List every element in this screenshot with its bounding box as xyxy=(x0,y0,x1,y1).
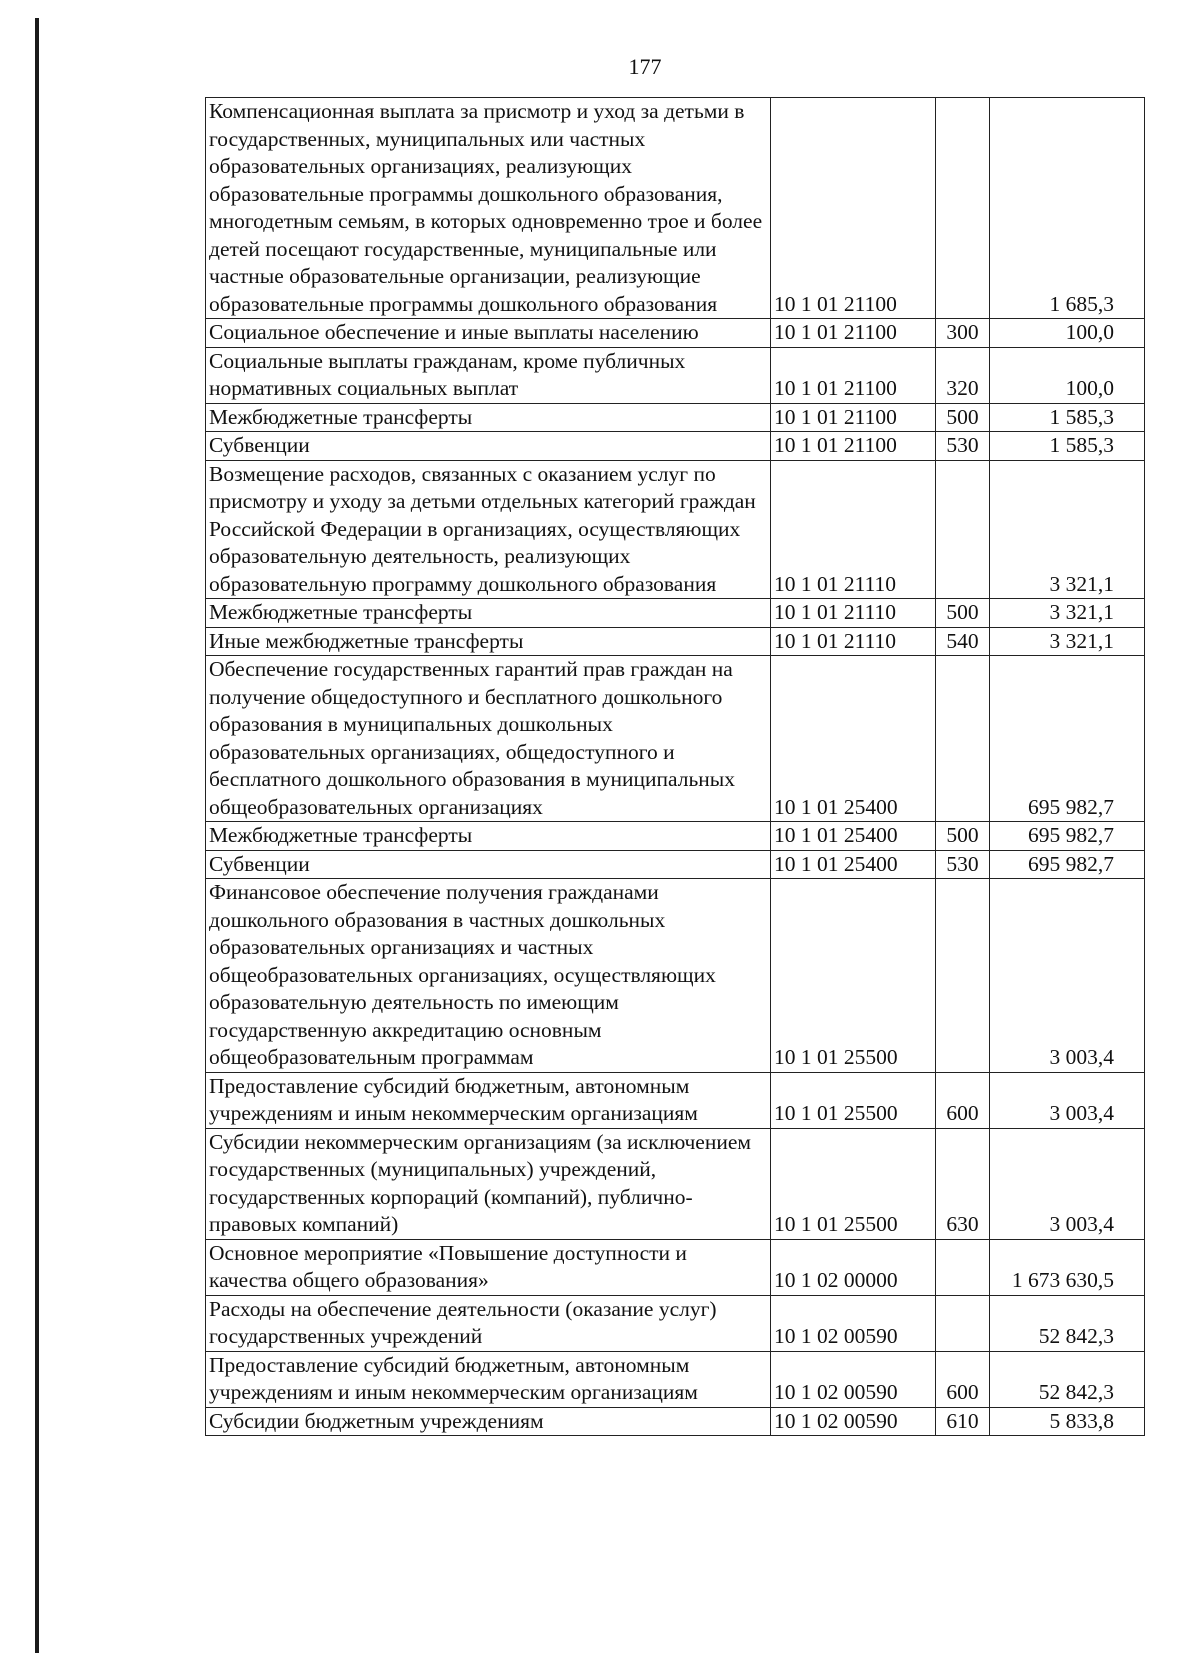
row-name: Межбюджетные трансферты xyxy=(206,403,771,432)
row-name: Субсидии некоммерческим организациям (за исключением государственных (муниципальных) учреждений, государственных корпораций (компаний), публично-правовых компаний) xyxy=(206,1128,771,1239)
row-expense-type: 500 xyxy=(936,599,990,628)
row-target-code: 10 1 01 25500 xyxy=(771,879,936,1073)
row-amount: 3 321,1 xyxy=(990,627,1145,656)
table-row xyxy=(206,599,1145,628)
row-target-code: 10 1 01 25500 xyxy=(771,1128,936,1239)
row-expense-type: 320 xyxy=(936,347,990,403)
row-target-code: 10 1 01 21100 xyxy=(771,432,936,461)
row-amount: 100,0 xyxy=(990,347,1145,403)
row-amount: 695 982,7 xyxy=(990,656,1145,822)
row-amount: 1 585,3 xyxy=(990,432,1145,461)
table-row xyxy=(206,627,1145,656)
row-target-code: 10 1 01 21100 xyxy=(771,319,936,348)
row-expense-type: 300 xyxy=(936,319,990,348)
row-amount: 3 003,4 xyxy=(990,1072,1145,1128)
row-name: Предоставление субсидий бюджетным, автономным учреждениям и иным некоммерческим организациям xyxy=(206,1351,771,1407)
row-amount: 3 003,4 xyxy=(990,1128,1145,1239)
row-target-code: 10 1 02 00590 xyxy=(771,1351,936,1407)
table-row xyxy=(206,822,1145,851)
row-amount: 1 585,3 xyxy=(990,403,1145,432)
row-target-code: 10 1 01 21110 xyxy=(771,627,936,656)
table-row xyxy=(206,347,1145,403)
row-name: Социальные выплаты гражданам, кроме публичных нормативных социальных выплат xyxy=(206,347,771,403)
row-amount: 5 833,8 xyxy=(990,1407,1145,1436)
row-target-code: 10 1 01 21100 xyxy=(771,403,936,432)
row-target-code: 10 1 01 25400 xyxy=(771,850,936,879)
row-target-code: 10 1 01 25500 xyxy=(771,1072,936,1128)
row-target-code: 10 1 01 21100 xyxy=(771,347,936,403)
table-row xyxy=(206,460,1145,599)
row-name: Компенсационная выплата за присмотр и уход за детьми в государственных, муниципальных или частных образовательных организациях, реализующих образовательные программы дошкольного образования, многодетным семьям, в которых одновременно трое и более детей посещают государственные, муниципальные или частные образовательные организации, реализующие образовательные программы дошкольного образования xyxy=(206,98,771,319)
row-expense-type: 600 xyxy=(936,1072,990,1128)
row-amount: 1 685,3 xyxy=(990,98,1145,319)
row-amount: 3 003,4 xyxy=(990,879,1145,1073)
table-row xyxy=(206,432,1145,461)
row-name: Межбюджетные трансферты xyxy=(206,822,771,851)
row-expense-type xyxy=(936,1295,990,1351)
row-name: Основное мероприятие «Повышение доступности и качества общего образования» xyxy=(206,1239,771,1295)
row-target-code: 10 1 01 25400 xyxy=(771,656,936,822)
row-target-code: 10 1 02 00590 xyxy=(771,1407,936,1436)
table-row xyxy=(206,1295,1145,1351)
row-expense-type: 530 xyxy=(936,850,990,879)
row-target-code: 10 1 01 25400 xyxy=(771,822,936,851)
row-expense-type: 540 xyxy=(936,627,990,656)
row-expense-type xyxy=(936,656,990,822)
row-name: Субсидии бюджетным учреждениям xyxy=(206,1407,771,1436)
budget-table xyxy=(205,97,1145,1436)
table-row xyxy=(206,98,1145,319)
row-target-code: 10 1 01 21110 xyxy=(771,599,936,628)
row-expense-type xyxy=(936,1239,990,1295)
table-row xyxy=(206,1072,1145,1128)
row-amount: 100,0 xyxy=(990,319,1145,348)
row-name: Обеспечение государственных гарантий прав граждан на получение общедоступного и бесплатного дошкольного образования в муниципальных дошкольных образовательных организациях, общедоступного и бесплатного дошкольного образования в муниципальных общеобразовательных организациях xyxy=(206,656,771,822)
row-name: Социальное обеспечение и иные выплаты населению xyxy=(206,319,771,348)
row-target-code: 10 1 01 21100 xyxy=(771,98,936,319)
row-expense-type xyxy=(936,98,990,319)
row-amount: 1 673 630,5 xyxy=(990,1239,1145,1295)
row-name: Финансовое обеспечение получения гражданами дошкольного образования в частных дошкольных образовательных организациях и частных общеобразовательных организациях, осуществляющих образовательную деятельность по имеющим государственную аккредитацию основным общеобразовательным программам xyxy=(206,879,771,1073)
row-amount: 3 321,1 xyxy=(990,599,1145,628)
row-name: Межбюджетные трансферты xyxy=(206,599,771,628)
row-target-code: 10 1 01 21110 xyxy=(771,460,936,599)
row-name: Расходы на обеспечение деятельности (оказание услуг) государственных учреждений xyxy=(206,1295,771,1351)
row-name: Иные межбюджетные трансферты xyxy=(206,627,771,656)
table-row xyxy=(206,1407,1145,1436)
table-row xyxy=(206,319,1145,348)
row-name: Предоставление субсидий бюджетным, автономным учреждениям и иным некоммерческим организациям xyxy=(206,1072,771,1128)
row-expense-type: 500 xyxy=(936,822,990,851)
row-expense-type: 600 xyxy=(936,1351,990,1407)
row-amount: 695 982,7 xyxy=(990,850,1145,879)
row-expense-type: 630 xyxy=(936,1128,990,1239)
row-expense-type xyxy=(936,460,990,599)
row-target-code: 10 1 02 00000 xyxy=(771,1239,936,1295)
row-amount: 52 842,3 xyxy=(990,1351,1145,1407)
table-row xyxy=(206,1351,1145,1407)
row-name: Субвенции xyxy=(206,432,771,461)
table-row xyxy=(206,1128,1145,1239)
table-row xyxy=(206,656,1145,822)
row-expense-type xyxy=(936,879,990,1073)
table-row xyxy=(206,850,1145,879)
row-expense-type: 530 xyxy=(936,432,990,461)
page-number: 177 xyxy=(628,54,662,79)
row-expense-type: 500 xyxy=(936,403,990,432)
row-expense-type: 610 xyxy=(936,1407,990,1436)
row-amount: 52 842,3 xyxy=(990,1295,1145,1351)
table-row xyxy=(206,403,1145,432)
row-name: Возмещение расходов, связанных с оказанием услуг по присмотру и уходу за детьми отдельных категорий граждан Российской Федерации в организациях, осуществляющих образовательную деятельность, реализующих образовательную программу дошкольного образования xyxy=(206,460,771,599)
row-target-code: 10 1 02 00590 xyxy=(771,1295,936,1351)
page-binding-edge xyxy=(35,18,39,1653)
table-row xyxy=(206,1239,1145,1295)
row-amount: 695 982,7 xyxy=(990,822,1145,851)
table-row xyxy=(206,879,1145,1073)
row-name: Субвенции xyxy=(206,850,771,879)
row-amount: 3 321,1 xyxy=(990,460,1145,599)
